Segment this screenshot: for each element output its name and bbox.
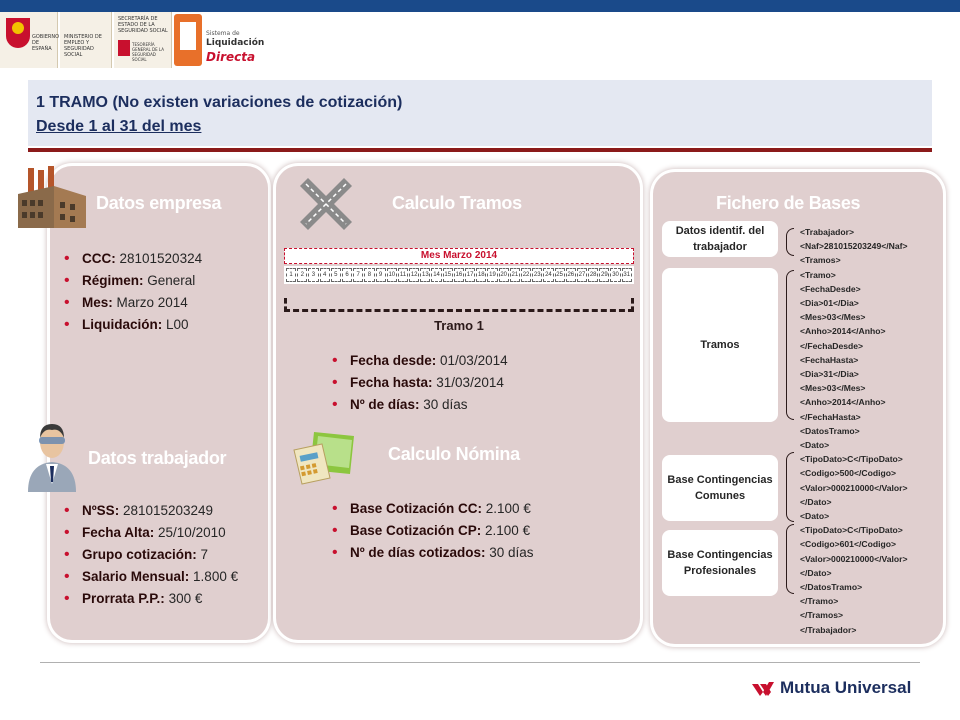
slide-title-box: [28, 80, 932, 146]
xml-line: <Tramo>: [800, 269, 836, 280]
xml-line: <Naf>281015203249</Naf>: [800, 241, 908, 252]
fichero-title: Fichero de Bases: [716, 193, 861, 213]
nomina-item: • Base Cotización CC: 2.100 €: [330, 498, 534, 520]
nomina-item: • Nº de días cotizados: 30 días: [330, 542, 534, 564]
brace-comunes: [786, 452, 794, 522]
tramos-item: • Fecha hasta: 31/03/2014: [330, 372, 508, 394]
footer-divider: [40, 662, 920, 663]
calendar-day: 11: [398, 268, 408, 282]
calendar-day: 22: [521, 268, 531, 282]
xml-line: </Tramos>: [800, 610, 843, 621]
xml-line: <Valor>000210000</Valor>: [800, 553, 908, 564]
empresa-item: • Mes: Marzo 2014: [62, 292, 202, 314]
xml-line: <Mes>03</Mes>: [800, 383, 866, 394]
calendar-day: 23: [532, 268, 542, 282]
tesoreria-text: TESORERÍA GENERAL DE LA SEGURIDAD SOCIAL: [132, 42, 164, 62]
xml-line: <Valor>000210000</Valor>: [800, 482, 908, 493]
xml-line: <Tramos>: [800, 255, 841, 266]
title-divider: [28, 148, 932, 152]
xml-line: <Trabajador>: [800, 227, 854, 237]
xml-line: <Anho>2014</Anho>: [800, 397, 886, 408]
sld-line1: Liquidación: [206, 38, 265, 48]
xml-line: <Codigo>601</Codigo>: [800, 539, 896, 550]
calendar-day: 19: [487, 268, 497, 282]
calendar-day: 15: [443, 268, 453, 282]
trabajador-item: • Fecha Alta: 25/10/2010: [62, 522, 238, 544]
calendar-day: 28: [588, 268, 598, 282]
trabajador-item: • Salario Mensual: 1.800 €: [62, 566, 238, 588]
tgss-icon: [118, 40, 130, 56]
calendar-day: 27: [577, 268, 587, 282]
xml-line: </DatosTramo>: [800, 582, 863, 593]
nomina-title: Calculo Nómina: [388, 444, 520, 464]
tramos-title: Calculo Tramos: [392, 193, 522, 213]
calendar-day: 12: [409, 268, 419, 282]
xml-line: <Dia>01</Dia>: [800, 298, 859, 309]
calendar-day: 2: [297, 268, 307, 282]
calendar-day: 4: [320, 268, 330, 282]
ministerio-logo: [60, 12, 112, 68]
xml-line: <Mes>03</Mes>: [800, 312, 866, 323]
calendar-day: 3: [308, 268, 318, 282]
calendar-day: 20: [499, 268, 509, 282]
tramos-item: • Nº de días: 30 días: [330, 394, 508, 416]
trabajador-item: • Prorrata P.P.: 300 €: [62, 588, 238, 610]
trabajador-item: • Grupo cotización: 7: [62, 544, 238, 566]
calendar-day: 17: [465, 268, 475, 282]
empresa-list: [62, 248, 202, 336]
coat-of-arms-icon: [6, 18, 30, 48]
top-bar: [0, 0, 960, 12]
calendar-title: Mes Marzo 2014: [284, 248, 634, 264]
sld-small-text: Sistema de: [206, 30, 240, 37]
factory-icon: [14, 166, 90, 232]
trabajador-item: • NºSS: 281015203249: [62, 500, 238, 522]
xml-line: <DatosTramo>: [800, 425, 860, 436]
trabajador-title: Datos trabajador: [88, 448, 227, 468]
gobierno-logo: [0, 12, 58, 68]
xml-listing: [800, 225, 940, 637]
nomina-list: [330, 498, 534, 564]
fichero-box-profesionales: Base Contingencias Profesionales: [662, 530, 778, 596]
worker-icon: [22, 418, 82, 492]
secretaria-logo: [114, 12, 172, 68]
xml-line: </Dato>: [800, 567, 832, 578]
calendar-day: 24: [543, 268, 553, 282]
fichero-box-comunes: Base Contingencias Comunes: [662, 455, 778, 521]
trabajador-list: [62, 500, 238, 610]
calendar-day: 18: [476, 268, 486, 282]
gobierno-text: GOBIERNO DE ESPAÑA: [32, 34, 60, 52]
empresa-item: • Régimen: General: [62, 270, 202, 292]
xml-line: <Dia>31</Dia>: [800, 369, 859, 380]
xml-line: <Dato>: [800, 511, 830, 522]
empresa-item: • Liquidación: L00: [62, 314, 202, 336]
brace-identif: [786, 228, 794, 256]
empresa-item: • CCC: 28101520324: [62, 248, 202, 270]
fichero-box-tramos: Tramos: [662, 268, 778, 422]
xml-line: <FechaDesde>: [800, 283, 861, 294]
nomina-item: • Base Cotización CP: 2.100 €: [330, 520, 534, 542]
calendar-day: 16: [454, 268, 464, 282]
mutua-logo-icon: [752, 680, 774, 698]
xml-line: <TipoDato>C</TipoDato>: [800, 454, 903, 465]
calendar-day: 21: [510, 268, 520, 282]
header-logos: [0, 12, 265, 68]
xml-line: </Dato>: [800, 496, 832, 507]
calendar-day: 8: [364, 268, 374, 282]
calendar-day: 13: [420, 268, 430, 282]
slide-title: 1 TRAMO (No existen variaciones de cotización): [36, 94, 403, 111]
calendar-day: 25: [555, 268, 565, 282]
mutua-logo: [752, 676, 928, 702]
xml-line: <Codigo>500</Codigo>: [800, 468, 896, 479]
calendar-day: 29: [599, 268, 609, 282]
xml-line: <Anho>2014</Anho>: [800, 326, 886, 337]
ministerio-text: MINISTERIO DE EMPLEO Y SEGURIDAD SOCIAL: [64, 34, 102, 58]
road-crossing-icon: [298, 176, 354, 232]
secretaria-text: SECRETARÍA DE ESTADO DE LA SEGURIDAD SOCIAL: [118, 16, 168, 34]
calendar-day: 10: [387, 268, 397, 282]
fichero-box-identif: Datos identif. del trabajador: [662, 221, 778, 257]
xml-line: </FechaHasta>: [800, 411, 861, 422]
calendar-day: 7: [353, 268, 363, 282]
calendar-day: 30: [610, 268, 620, 282]
calculator-folder-icon: [292, 428, 358, 488]
slide-subtitle: Desde 1 al 31 del mes: [36, 118, 202, 135]
calendar-day: 14: [431, 268, 441, 282]
xml-line: </Tramo>: [800, 596, 839, 607]
tramos-item: • Fecha desde: 01/03/2014: [330, 350, 508, 372]
empresa-title: Datos empresa: [96, 193, 222, 213]
brace-profesionales: [786, 524, 794, 594]
calendar-day: 5: [331, 268, 341, 282]
calendar-days: [284, 266, 634, 284]
calendar-day: 1: [286, 268, 296, 282]
calendar-day: 9: [376, 268, 386, 282]
calendar-day: 31: [622, 268, 632, 282]
calendar-day: 6: [342, 268, 352, 282]
tramos-list: [330, 350, 508, 416]
tramo-label: Tramo 1: [434, 318, 484, 333]
sld-line2: Directa: [206, 50, 256, 64]
brace-tramos: [786, 270, 794, 420]
sistema-liquidacion-logo: [174, 14, 265, 66]
xml-line: </FechaDesde>: [800, 340, 864, 351]
xml-line: </Trabajador>: [800, 624, 857, 635]
mutua-brand: Mutua Universal: [780, 678, 912, 697]
tramo-bracket: [284, 298, 634, 312]
sld-mark-icon: [174, 14, 202, 66]
xml-line: <FechaHasta>: [800, 354, 859, 365]
calendar-day: 26: [566, 268, 576, 282]
xml-line: <TipoDato>C</TipoDato>: [800, 525, 903, 536]
xml-line: <Dato>: [800, 440, 830, 451]
